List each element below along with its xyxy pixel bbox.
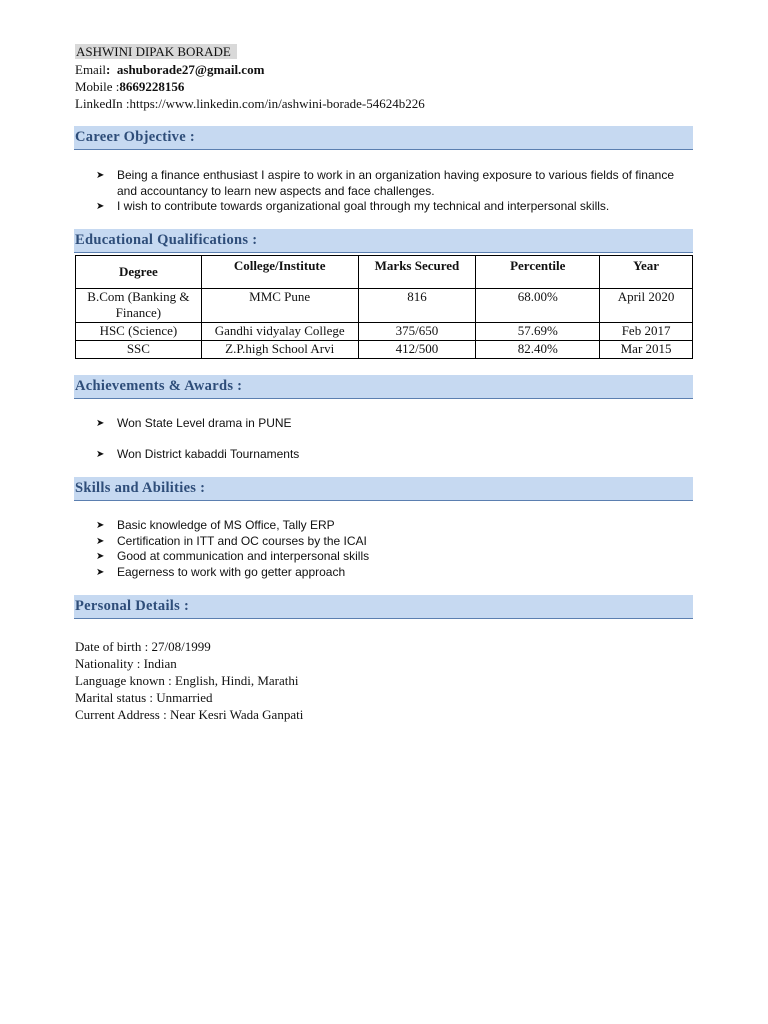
personal-details-block: [75, 638, 303, 723]
linkedin-line: LinkedIn :https://www.linkedin.com/in/ashwini-borade-54624b226: [75, 96, 425, 111]
section-title: Career Objective :: [75, 129, 196, 145]
table-cell: 68.00%: [476, 289, 600, 323]
list-item: ➤ Certification in ITT and OC courses by the ICAI: [96, 533, 367, 548]
column-header: College/Institute: [201, 256, 358, 289]
candidate-name: ASHWINI DIPAK BORADE: [75, 44, 237, 59]
table-cell: April 2020: [600, 289, 693, 323]
list-item: ➤ Won District kabaddi Tournaments: [96, 447, 300, 461]
section-title: Educational Qualifications :: [75, 232, 258, 248]
arrow-bullet-icon: ➤: [96, 551, 105, 562]
table-cell: MMC Pune: [201, 289, 358, 323]
list-item: ➤ Eagerness to work with go getter approach: [96, 564, 346, 579]
table-cell: 412/500: [358, 341, 476, 359]
marital-status: Marital status : Unmarried: [75, 690, 213, 705]
email-line: Email: ashuborade27@gmail.com: [75, 62, 265, 77]
column-header: Marks Secured: [358, 256, 476, 289]
table-cell: Z.P.high School Arvi: [201, 341, 358, 359]
education-table: [75, 255, 693, 359]
candidate-name-line: [75, 43, 237, 60]
table-cell: HSC (Science): [76, 323, 202, 341]
mobile-label: Mobile :: [75, 79, 120, 94]
list-item: ➤ Being a finance enthusiast I aspire to work in an organization having exposure to various fields of finance and accountancy to learn new aspects and face challenges.: [96, 168, 675, 198]
table-cell: 375/650: [358, 323, 476, 341]
current-address: Current Address : Near Kesri Wada Ganpati: [75, 707, 304, 722]
arrow-bullet-icon: ➤: [96, 201, 105, 212]
arrow-bullet-icon: ➤: [96, 535, 105, 547]
section-education: [74, 229, 693, 253]
table-cell: SSC: [76, 341, 202, 359]
section-personal-details: [74, 595, 693, 619]
list-item: ➤ Good at communication and interpersonal skills: [96, 549, 370, 563]
arrow-bullet-icon: ➤: [96, 520, 105, 531]
arrow-bullet-icon: ➤: [96, 566, 105, 578]
section-title: Personal Details :: [75, 598, 190, 614]
table-cell: B.Com (Banking & Finance): [76, 289, 202, 323]
column-header: Percentile: [476, 256, 600, 289]
section-title: Achievements & Awards :: [75, 378, 243, 394]
achievements-list: [96, 447, 696, 463]
mobile-value: 8669228156: [119, 79, 185, 94]
column-header: Degree: [76, 256, 202, 289]
table-cell: Feb 2017: [600, 323, 693, 341]
section-achievements: [74, 375, 693, 399]
career-objective-list: [96, 168, 696, 215]
column-header: Year: [600, 256, 693, 289]
table-row: [76, 341, 693, 359]
mobile-line: [75, 78, 184, 95]
table-header-row: [76, 256, 693, 289]
skills-list: [96, 518, 696, 580]
table-row: [76, 289, 693, 323]
table-cell: 57.69%: [476, 323, 600, 341]
arrow-bullet-icon: ➤: [96, 418, 105, 429]
list-item: ➤ Basic knowledge of MS Office, Tally ERP: [96, 518, 335, 532]
email-value: ashuborade27@gmail.com: [116, 62, 265, 77]
section-title: Skills and Abilities :: [75, 480, 206, 496]
arrow-bullet-icon: ➤: [96, 170, 105, 181]
table-row: [76, 323, 693, 341]
section-career-objective: [74, 126, 693, 150]
table-cell: 816: [358, 289, 476, 323]
table-cell: Gandhi vidyalay College: [201, 323, 358, 341]
arrow-bullet-icon: ➤: [96, 449, 105, 460]
date-of-birth: Date of birth : 27/08/1999: [75, 639, 211, 654]
languages-known: Language known : English, Hindi, Marathi: [75, 673, 299, 688]
section-skills: [74, 477, 693, 501]
table-cell: 82.40%: [476, 341, 600, 359]
list-item: ➤ I wish to contribute towards organizational goal through my technical and interpersonal skills.: [96, 199, 610, 213]
nationality: Nationality : Indian: [75, 656, 177, 671]
list-item: ➤ Won State Level drama in PUNE: [96, 416, 292, 430]
email-label: Email: [75, 62, 107, 77]
table-cell: Mar 2015: [600, 341, 693, 359]
achievements-list: [96, 416, 696, 432]
